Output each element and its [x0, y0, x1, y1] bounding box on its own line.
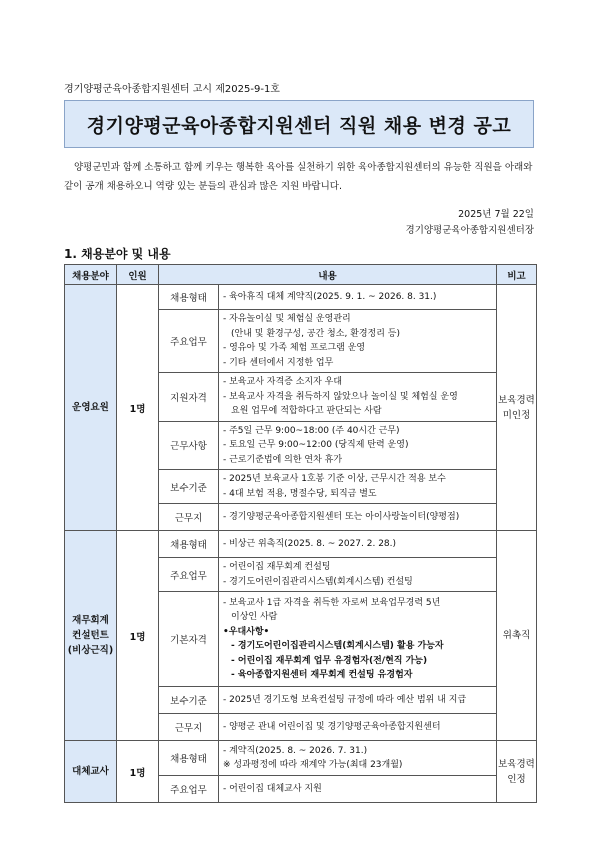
- content-line: - 보육교사 자격을 취득하지 않았으나 놀이실 및 체험실 운영: [223, 391, 458, 402]
- content-line: - 어린이집 재무회계 컨설팅: [223, 562, 331, 572]
- content-line: 이상인 사람: [231, 612, 278, 622]
- item-content: [219, 714, 497, 741]
- recruitment-table: [64, 264, 537, 803]
- item-content: [219, 421, 497, 470]
- item-label: 채용형태: [159, 285, 219, 310]
- table-row: [65, 741, 537, 776]
- content-line: - 4대 보험 적용, 명절수당, 퇴직금 별도: [223, 488, 377, 499]
- page-title: 경기양평군육아종합지원센터 직원 채용 변경 공고: [86, 114, 512, 137]
- field-cell: 대체교사: [65, 741, 117, 803]
- header-count: 인원: [117, 265, 159, 285]
- table-row: [65, 531, 537, 558]
- content-line: - 주5일 근무 9:00~18:00 (주 40시간 근무): [223, 425, 400, 436]
- item-content: [219, 687, 497, 714]
- content-line: - 육아종합지원센터 재무회계 컨설팅 유경험자: [231, 670, 413, 680]
- content-line: - 계약직(2025. 8. ~ 2026. 7. 31.): [223, 745, 368, 756]
- content-line: - 비상근 위촉직(2025. 8. ~ 2027. 2. 28.): [223, 538, 397, 549]
- table-row: [65, 285, 537, 310]
- item-content: [219, 592, 497, 687]
- item-label: 주요업무: [159, 310, 219, 373]
- item-label: 기본자격: [159, 592, 219, 687]
- content-line: - 자유놀이실 및 체험실 운영관리: [223, 314, 351, 324]
- item-label: 근무사항: [159, 421, 219, 470]
- field-line: 컨설턴트: [72, 630, 109, 641]
- content-line: 요원 업무에 적합하다고 판단되는 사람: [231, 406, 382, 416]
- intro-paragraph: 양평군민과 함께 소통하고 함께 키우는 행복한 육아를 실천하기 위한 육아종합지원센터의 유능한 직원을 아래와 같이 공개 채용하오니 역량 있는 분들의 관심과 많은 지원 바랍니다.: [64, 162, 533, 192]
- content-line: - 보육교사 1급 자격을 취득한 자로써 보육업무경력 5년: [223, 597, 441, 608]
- item-label: 지원자격: [159, 373, 219, 422]
- preference-heading: •우대사항•: [223, 626, 270, 637]
- note-cell: 위촉직: [497, 531, 537, 741]
- content-line: - 영유아 및 가족 체험 프로그램 운영: [223, 343, 366, 353]
- content-line: (안내 및 환경구성, 공간 청소, 환경정리 등): [231, 328, 401, 339]
- item-content: [219, 504, 497, 531]
- content-line: - 근로기준법에 의한 연차 휴가: [223, 454, 343, 465]
- issuer: 경기양평군육아종합지원센터장: [405, 225, 534, 236]
- item-content: [219, 776, 497, 803]
- note-cell: 보육경력 인정: [497, 741, 537, 803]
- content-line: - 보육교사 자격증 소지자 우대: [223, 377, 343, 387]
- item-content: [219, 558, 497, 592]
- item-content: [219, 373, 497, 422]
- field-cell: 운영요원: [65, 285, 117, 531]
- item-label: 채용형태: [159, 531, 219, 558]
- content-line: - 경기도어린이집관리시스템(회계시스템) 활용 가능자: [231, 641, 444, 651]
- note-cell: 보육경력 미인정: [497, 285, 537, 531]
- item-label: 주요업무: [159, 776, 219, 803]
- content-line: - 기타 센터에서 지정한 업무: [223, 357, 334, 368]
- field-cell: [65, 531, 117, 741]
- content-line: - 양평군 관내 어린이집 및 경기양평군육아종합지원센터: [223, 721, 441, 732]
- header-note: 비고: [497, 265, 537, 285]
- count-cell: 1명: [117, 531, 159, 741]
- header-content: 내용: [159, 265, 497, 285]
- content-line: - 2025년 보육교사 1호봉 기준 이상, 근무시간 적용 보수: [223, 474, 446, 484]
- item-label: 채용형태: [159, 741, 219, 776]
- header-field: 채용분야: [65, 265, 117, 285]
- content-line: - 경기양평군육아종합지원센터 또는 아이사랑놀이터(양평점): [223, 511, 460, 522]
- count-cell: 1명: [117, 285, 159, 531]
- item-label: 주요업무: [159, 558, 219, 592]
- item-content: [219, 531, 497, 558]
- field-line: 재무회계: [72, 615, 109, 626]
- item-label: 보수기준: [159, 470, 219, 504]
- item-label: 근무지: [159, 504, 219, 531]
- content-line: - 경기도어린이집관리시스템(회계시스템) 컨설팅: [223, 576, 413, 587]
- announcement-date: 2025년 7월 22일: [458, 209, 534, 220]
- content-line: - 2025년 경기도형 보육컨설팅 규정에 따라 예산 범위 내 지급: [223, 694, 467, 705]
- content-line: ※ 성과평정에 따라 재계약 가능(최대 23개월): [223, 760, 403, 770]
- notice-number: 경기양평군육아종합지원센터 고시 제2025-9-1호: [64, 84, 280, 95]
- content-line: - 토요일 근무 9:00~12:00 (당직제 탄력 운영): [223, 440, 409, 450]
- title-box: [64, 100, 534, 148]
- item-content: [219, 310, 497, 373]
- item-label: 보수기준: [159, 687, 219, 714]
- section-title: 1. 채용분야 및 내용: [64, 247, 171, 261]
- field-line: (비상근직): [67, 645, 114, 656]
- count-cell: 1명: [117, 741, 159, 803]
- table-header-row: [65, 265, 537, 285]
- content-line: - 어린이집 대체교사 지원: [223, 783, 322, 794]
- item-content: [219, 470, 497, 504]
- item-label: 근무지: [159, 714, 219, 741]
- content-line: - 육아휴직 대체 계약직(2025. 9. 1. ~ 2026. 8. 31.): [223, 291, 437, 302]
- content-line: - 어린이집 재무회계 업무 유경험자(전/현직 가능): [231, 655, 428, 666]
- item-content: [219, 741, 497, 776]
- item-content: [219, 285, 497, 310]
